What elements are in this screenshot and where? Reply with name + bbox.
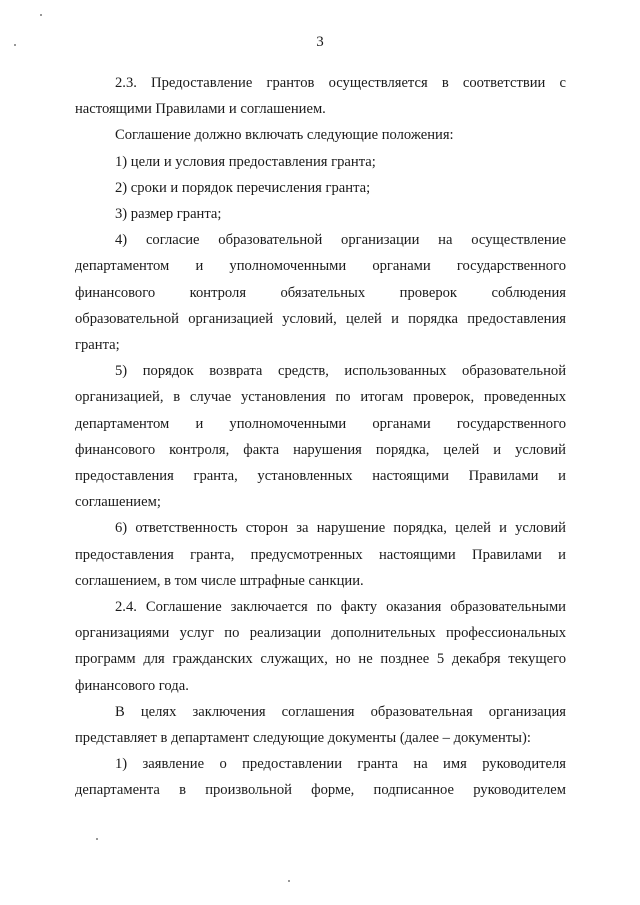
- documents-item-1-line-2: департамента в произвольной форме, подписанное руководителем: [75, 782, 566, 799]
- list-item-4-line-2: департаментом и уполномоченными органами государственного: [75, 258, 566, 275]
- document-body: [75, 70, 566, 804]
- list-item-3: 3) размер гранта;: [115, 206, 222, 223]
- list-item-4-line-4: образовательной организацией условий, целей и порядка предоставления: [75, 310, 566, 327]
- documents-item-1-line-1: 1) заявление о предоставлении гранта на имя руководителя: [115, 756, 566, 773]
- list-item-2: 2) сроки и порядок перечисления гранта;: [115, 179, 371, 196]
- list-item-5-line-6: соглашением;: [75, 494, 161, 511]
- paragraph-2-4-line-1: 2.4. Соглашение заключается по факту оказания образовательными: [115, 599, 566, 616]
- paragraph-2-4-line-2: организациями услуг по реализации дополнительных профессиональных: [75, 625, 566, 642]
- paragraph-2-3-line-2: настоящими Правилами и соглашением.: [75, 101, 326, 118]
- paragraph-2-4-line-3: программ для гражданских служащих, но не позднее 5 декабря текущего: [75, 651, 566, 668]
- list-item-6-line-2: предоставления гранта, предусмотренных настоящими Правилами и: [75, 546, 566, 563]
- list-item-6-line-3: соглашением, в том числе штрафные санкции.: [75, 572, 364, 589]
- list-item-5-line-5: предоставления гранта, установленных настоящими Правилами и: [75, 468, 566, 485]
- list-item-4-line-1: 4) согласие образовательной организации на осуществление: [115, 232, 566, 249]
- list-item-5-line-2: организацией, в случае установления по итогам проверок, проведенных: [75, 389, 566, 406]
- documents-intro-line-2: представляет в департамент следующие документы (далее – документы):: [75, 730, 531, 747]
- list-item-6-line-1: 6) ответственность сторон за нарушение порядка, целей и условий: [115, 520, 566, 537]
- list-item-1: 1) цели и условия предоставления гранта;: [115, 153, 376, 170]
- paragraph-2-3-line-1: 2.3. Предоставление грантов осуществляется в соответствии с: [115, 75, 566, 91]
- list-item-4-line-5: гранта;: [75, 337, 120, 354]
- list-item-5-line-1: 5) порядок возврата средств, использованных образовательной: [115, 363, 566, 380]
- paragraph-2-4-line-4: финансового года.: [75, 677, 189, 694]
- list-item-4-line-3: финансового контроля обязательных проверок соблюдения: [75, 284, 566, 301]
- documents-intro-line-1: В целях заключения соглашения образовательная организация: [115, 703, 566, 720]
- scan-speck: [96, 838, 98, 840]
- scan-speck: [40, 14, 42, 16]
- scan-speck: [288, 880, 290, 882]
- list-item-5-line-4: финансового контроля, факта нарушения порядка, целей и условий: [75, 441, 566, 458]
- agreement-intro: Соглашение должно включать следующие положения:: [115, 127, 454, 144]
- list-item-5-line-3: департаментом и уполномоченными органами государственного: [75, 415, 566, 432]
- page-number: 3: [316, 34, 324, 50]
